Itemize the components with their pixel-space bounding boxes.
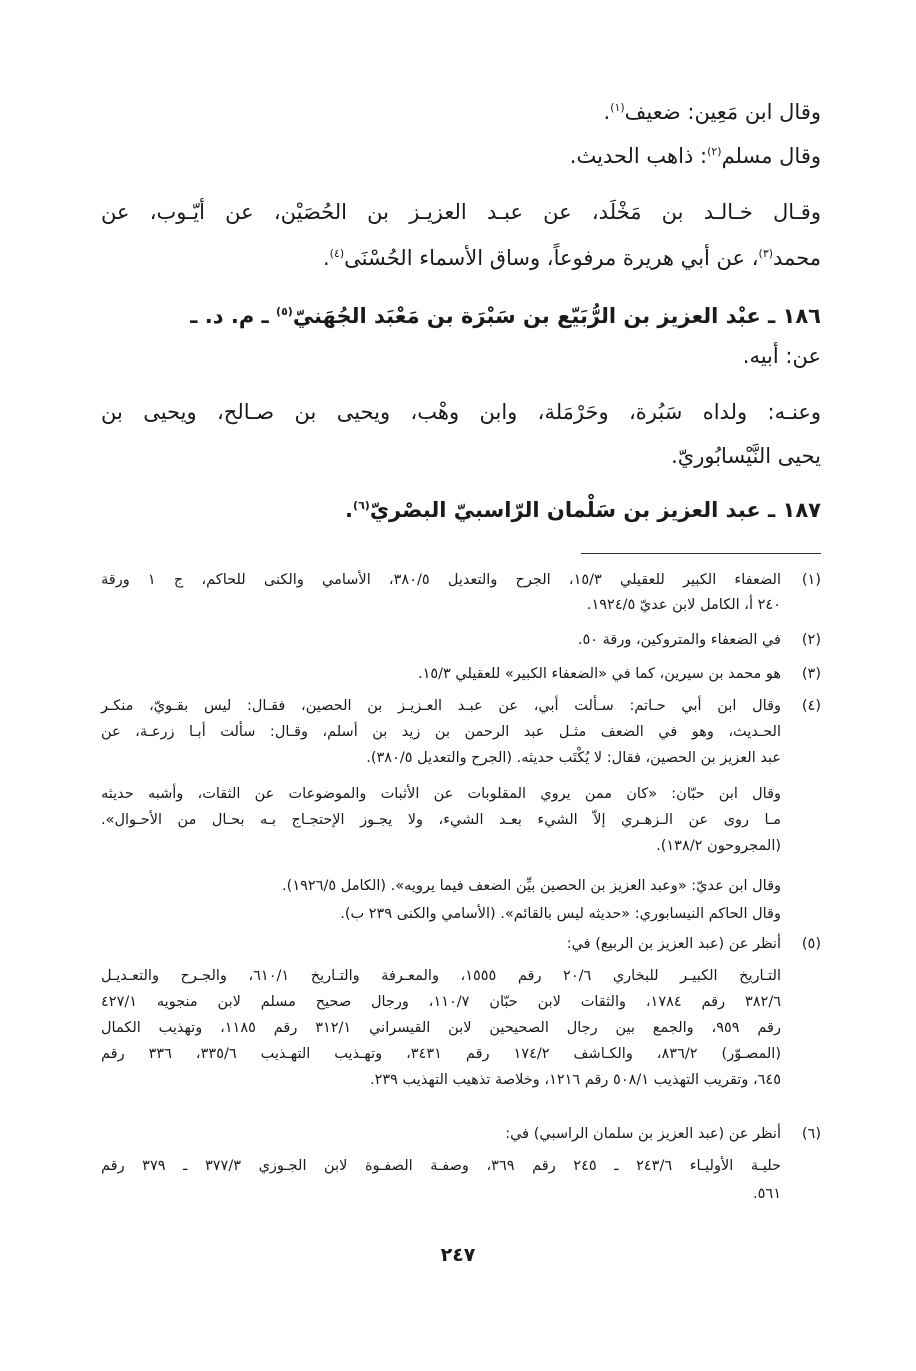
footnote-line: ٢٤٠ أ، الكامل لابن عديّ ١٩٢٤/٥. — [586, 597, 781, 613]
footnote-line: ٥٦١. — [753, 1186, 781, 1202]
footnote-line: وقال ابن عديّ: «وعبد العزيز بن الحصين بيِّن الضعف فيما يرويه». (الكامل ١٩٢٦/٥). — [282, 878, 781, 894]
text-line: وقـال خـالـد بن مَخْلَد، عن عبـد العزيـز بن الحُصَيْن، عن أيّـوب، عن — [101, 200, 821, 224]
footnote-line: (المجروحون ١٣٨/٢). — [656, 838, 781, 854]
footnote-line: مـا روى عن الـزهـري إلاّ الشيء بعـد الشيء، ولا يجـوز الإحتجـاج بـه بحـال من الأحـوال». — [101, 812, 781, 828]
footnote-line: وقال ابن حبّان: «كان ممن يروي المقلوبات عن الأثبات والموضوعات عن الثقات، وأشبه حديثه — [101, 786, 781, 802]
text-line: وقال ابن مَعِين: ضعيف$^{(١)}$. — [603, 100, 821, 124]
text-line: محمد$^{(٣)}$، عن أبي هريرة مرفوعاً، وساق الأسماء الحُسْنَى$^{(٤)}$. — [322, 246, 821, 270]
footnote-number: (٥) — [801, 936, 821, 952]
footnote-number: (٣) — [801, 666, 821, 682]
footnote-line: وقال الحاكم النيسابوري: «حديثه ليس بالقائم». (الأسامي والكنى ٢٣٩ ب). — [340, 906, 781, 922]
footnote-line: ٦٤٥، وتقريب التهذيب ٥٠٨/١ رقم ١٢١٦، وخلاصة تذهيب التهذيب ٢٣٩. — [369, 1072, 781, 1088]
footnote-line: رقم ٩٥٩، والجمع بين رجال الصحيحين لابن القيسراني ٣١٢/١ رقم ١١٨٥، وتهذيب الكمال — [101, 1020, 781, 1036]
footnote-line: التـاريخ الكبيـر للبخاري ٢٠/٦ رقم ١٥٥٥، والمعـرفة والتـاريخ ٦١٠/١، والجـرح والتعـديـل — [101, 968, 781, 984]
footnote-line: عبد العزيز بن الحصين، فقال: لا يُكْتَب حديثه. (الجرح والتعديل ٣٨٠/٥). — [366, 750, 781, 766]
text-line: يحيى النَّيْسابُوريّ. — [671, 444, 821, 468]
footnote-line: أنظر عن (عبد العزيز بن سلمان الراسبي) في: — [505, 1126, 781, 1142]
entry-heading-186: ١٨٦ ـ عبْد العزيز بن الرُّبَيّع بن سَبْرَة بن مَعْبَد الجُهَنيّ$^{(٥)}$ ـ م. د. ـ — [190, 304, 821, 328]
text-line: وقال مسلم$^{(٢)}$: ذاهب الحديث. — [569, 144, 821, 168]
footnote-line: الضعفاء الكبير للعقيلي ١٥/٣، الجرح والتعديل ٣٨٠/٥، الأسامي والكنى للحاكم، ج ١ ورقة — [101, 572, 782, 588]
footnote-ref[interactable]: (٦) — [353, 499, 370, 512]
footnote-separator — [581, 553, 821, 554]
footnote-ref[interactable]: (١) — [610, 101, 625, 114]
footnote-line: وقال ابن أبي حـاتم: سـألت أبي، عن عبـد العـزيـز بن الحصين، فقـال: ليس بقـويّ، منكـر — [101, 698, 781, 714]
page-number: ٢٤٧ — [440, 1244, 476, 1266]
text-line: وعنـه: ولداه سَبُرة، وحَرْمَلة، وابن وهْب، ويحيى بن صـالح، ويحيى بن — [101, 400, 821, 424]
entry-heading-187: ١٨٧ ـ عبد العزيز بن سَلْمان الرّاسبيّ البصْريّ$^{(٦)}$. — [345, 498, 821, 522]
footnote-number: (٦) — [801, 1126, 821, 1142]
footnote-line: الحـديث، وهو في الضعف مثـل عبد الرحمن بن زيد بن أسلم، وقـال: سألت أبـا زرعـة، عن — [101, 724, 781, 740]
footnote-number: (٤) — [801, 698, 821, 714]
footnote-line: ٣٨٢/٦ رقم ١٧٨٤، والثقات لابن حبّان ١١٠/٧، ورجال صحيح مسلم لابن منجويه ٤٢٧/١ — [101, 994, 782, 1010]
footnote-line: أنظر عن (عبد العزيز بن الربيع) في: — [566, 936, 781, 952]
footnote-line: (المصـوّر) ٨٣٦/٢، والكـاشف ١٧٤/٢ رقم ٣٤٣١، وتهـذيب التهـذيب ٣٣٥/٦، ٣٣٦ رقم — [101, 1046, 781, 1062]
footnote-ref[interactable]: (٤) — [329, 247, 345, 260]
footnote-ref[interactable]: (٣) — [758, 247, 774, 260]
footnote-ref[interactable]: (٥) — [276, 305, 293, 318]
footnote-line: حليـة الأوليـاء ٢٤٣/٦ ـ ٢٤٥ رقم ٣٦٩، وصفـة الصفـوة لابن الجـوزي ٣٧٧/٣ ـ ٣٧٩ رقم — [101, 1158, 782, 1174]
footnote-number: (٢) — [801, 632, 821, 648]
text-line: عن: أبيه. — [742, 344, 821, 368]
footnote-number: (١) — [801, 572, 821, 588]
footnote-line: في الضعفاء والمتروكين، ورقة ٥٠. — [577, 632, 781, 648]
footnote-ref[interactable]: (٢) — [707, 145, 722, 158]
footnote-line: هو محمد بن سيرين، كما في «الضعفاء الكبير» للعقيلي ١٥/٣. — [417, 666, 781, 682]
